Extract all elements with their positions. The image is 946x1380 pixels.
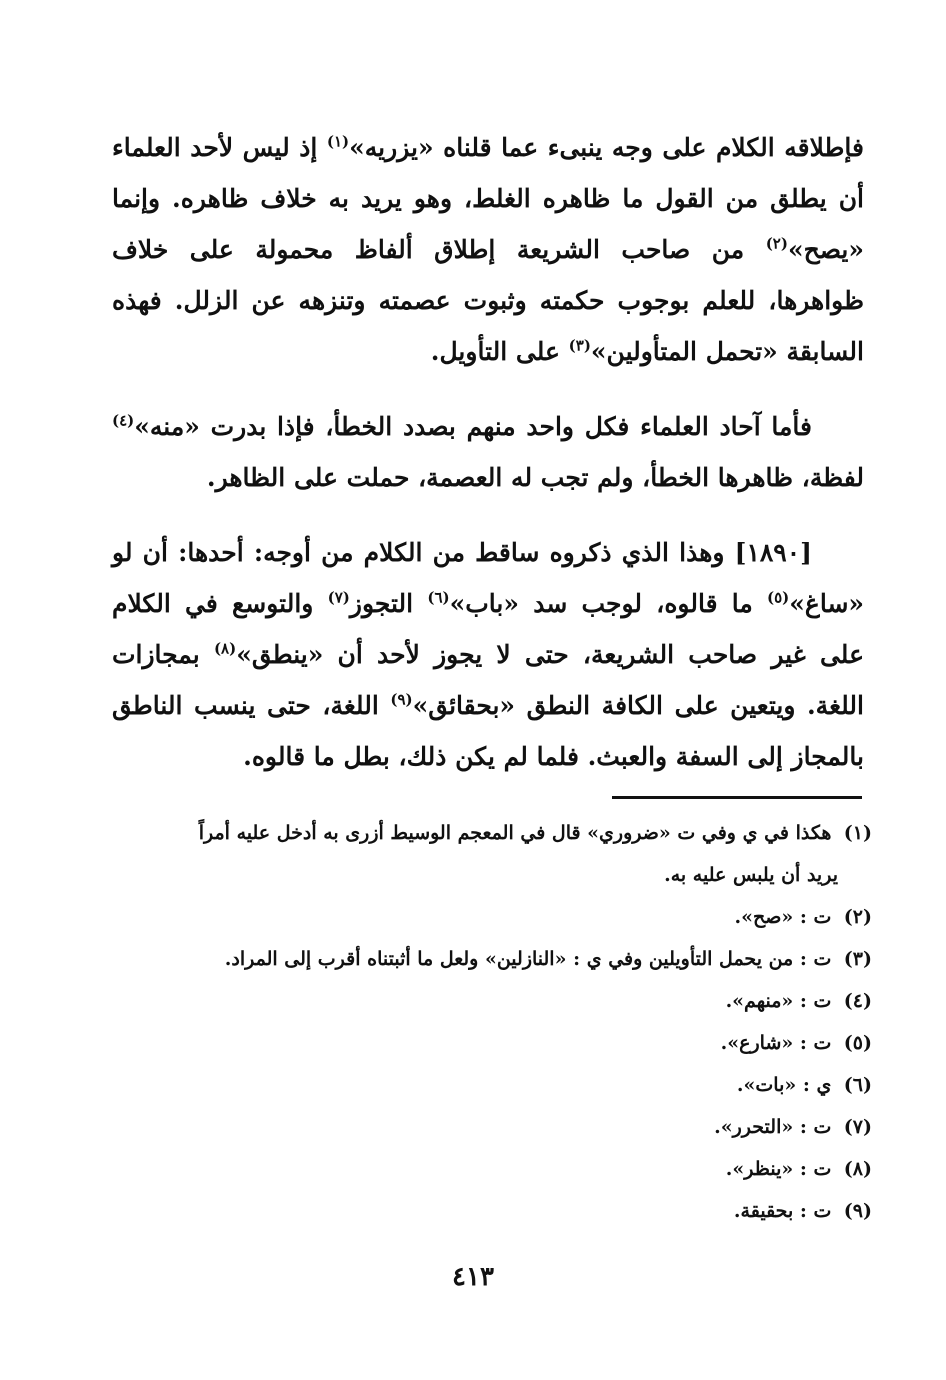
footnote-1 <box>112 812 872 896</box>
footnote-text: هكذا في ي وفي ت «ضروري» قال في المعجم الوسيط أزرى به أدخل عليه أمراً <box>198 822 832 844</box>
footnote-divider <box>612 796 862 799</box>
footnote-continuation: يريد أن يلبس عليه به. <box>664 864 838 886</box>
paragraph-3: [١٨٩٠] وهذا الذي ذكروه ساقط من الكلام من أوجه: أحدها: أن لو «ساغ»$^{(٥)}$ ما قالوه، لوجب سد «باب»$^{(٦)}$ التجوز$^{(٧)}$ والتوسع في الكلام على غير صاحب الشريعة، حتى لا يجوز لأحد أن «ينطق»$^{(٨)}$ بمجازات اللغة. ويتعين على الكافة النطق «بحقائق»$^{(٩)}$ اللغة، حتى ينسب الناطق بالمجاز إلى السفة والعبث. فلما لم يكن ذلك، بطل ما قالوه. <box>112 538 865 771</box>
footnote-number: (٣) <box>843 948 872 970</box>
footnote-number: (١) <box>843 822 872 844</box>
footnote-2 <box>112 896 872 938</box>
footnote-number: (٤) <box>843 990 872 1012</box>
footnote-6 <box>112 1064 872 1106</box>
main-text <box>112 122 864 782</box>
footnotes <box>112 812 872 1232</box>
footnote-number: (٦) <box>843 1074 872 1096</box>
footnote-text: ت : بحقيقة. <box>733 1200 832 1222</box>
footnote-text: ي : «بات». <box>736 1074 832 1096</box>
paragraph-2: فأما آحاد العلماء فكل واحد منهم بصدد الخطأ، فإذا بدرت «منه»$^{(٤)}$ لفظة، ظاهرها الخطأ، ولم تجب له العصمة، حملت على الظاهر. <box>112 411 864 492</box>
footnote-5 <box>112 1022 872 1064</box>
footnote-number: (٢) <box>843 906 872 928</box>
footnote-number: (٧) <box>843 1116 872 1138</box>
footnote-8 <box>112 1148 872 1190</box>
footnote-7 <box>112 1106 872 1148</box>
footnote-9 <box>112 1190 872 1232</box>
footnote-3 <box>112 938 872 980</box>
footnote-text: ت : «شارع». <box>720 1032 832 1054</box>
footnote-text: ت : «منهم». <box>725 990 832 1012</box>
footnote-number: (٩) <box>843 1200 872 1222</box>
footnote-number: (٥) <box>843 1032 872 1054</box>
page-number: ٤١٣ <box>452 1262 494 1292</box>
footnote-text: ت : «التحرر». <box>714 1116 832 1138</box>
footnote-text: ت : من يحمل التأويلين وفي ي : «النازلين» ولعل ما أثبتناه أقرب إلى المراد. <box>224 948 832 970</box>
footnote-text: ت : «ينظر». <box>725 1158 832 1180</box>
footnote-number: (٨) <box>843 1158 872 1180</box>
footnote-4 <box>112 980 872 1022</box>
paragraph-1: فإطلاقه الكلام على وجه ينبىء عما قلناه «يزريه»$^{(١)}$ إذ ليس لأحد العلماء أن يطلق من القول ما ظاهره الغلط، وهو يريد به خلاف ظاهره. وإنما «يصح»$^{(٢)}$ من صاحب الشريعة إطلاق ألفاظ محمولة على خلاف ظواهرها، للعلم بوجوب حكمته وثبوت عصمته وتنزهه عن الزلل. فهذه السابقة «تحمل المتأولين»$^{(٣)}$ على التأويل. <box>112 132 864 366</box>
footnote-text: ت : «صح». <box>734 906 832 928</box>
